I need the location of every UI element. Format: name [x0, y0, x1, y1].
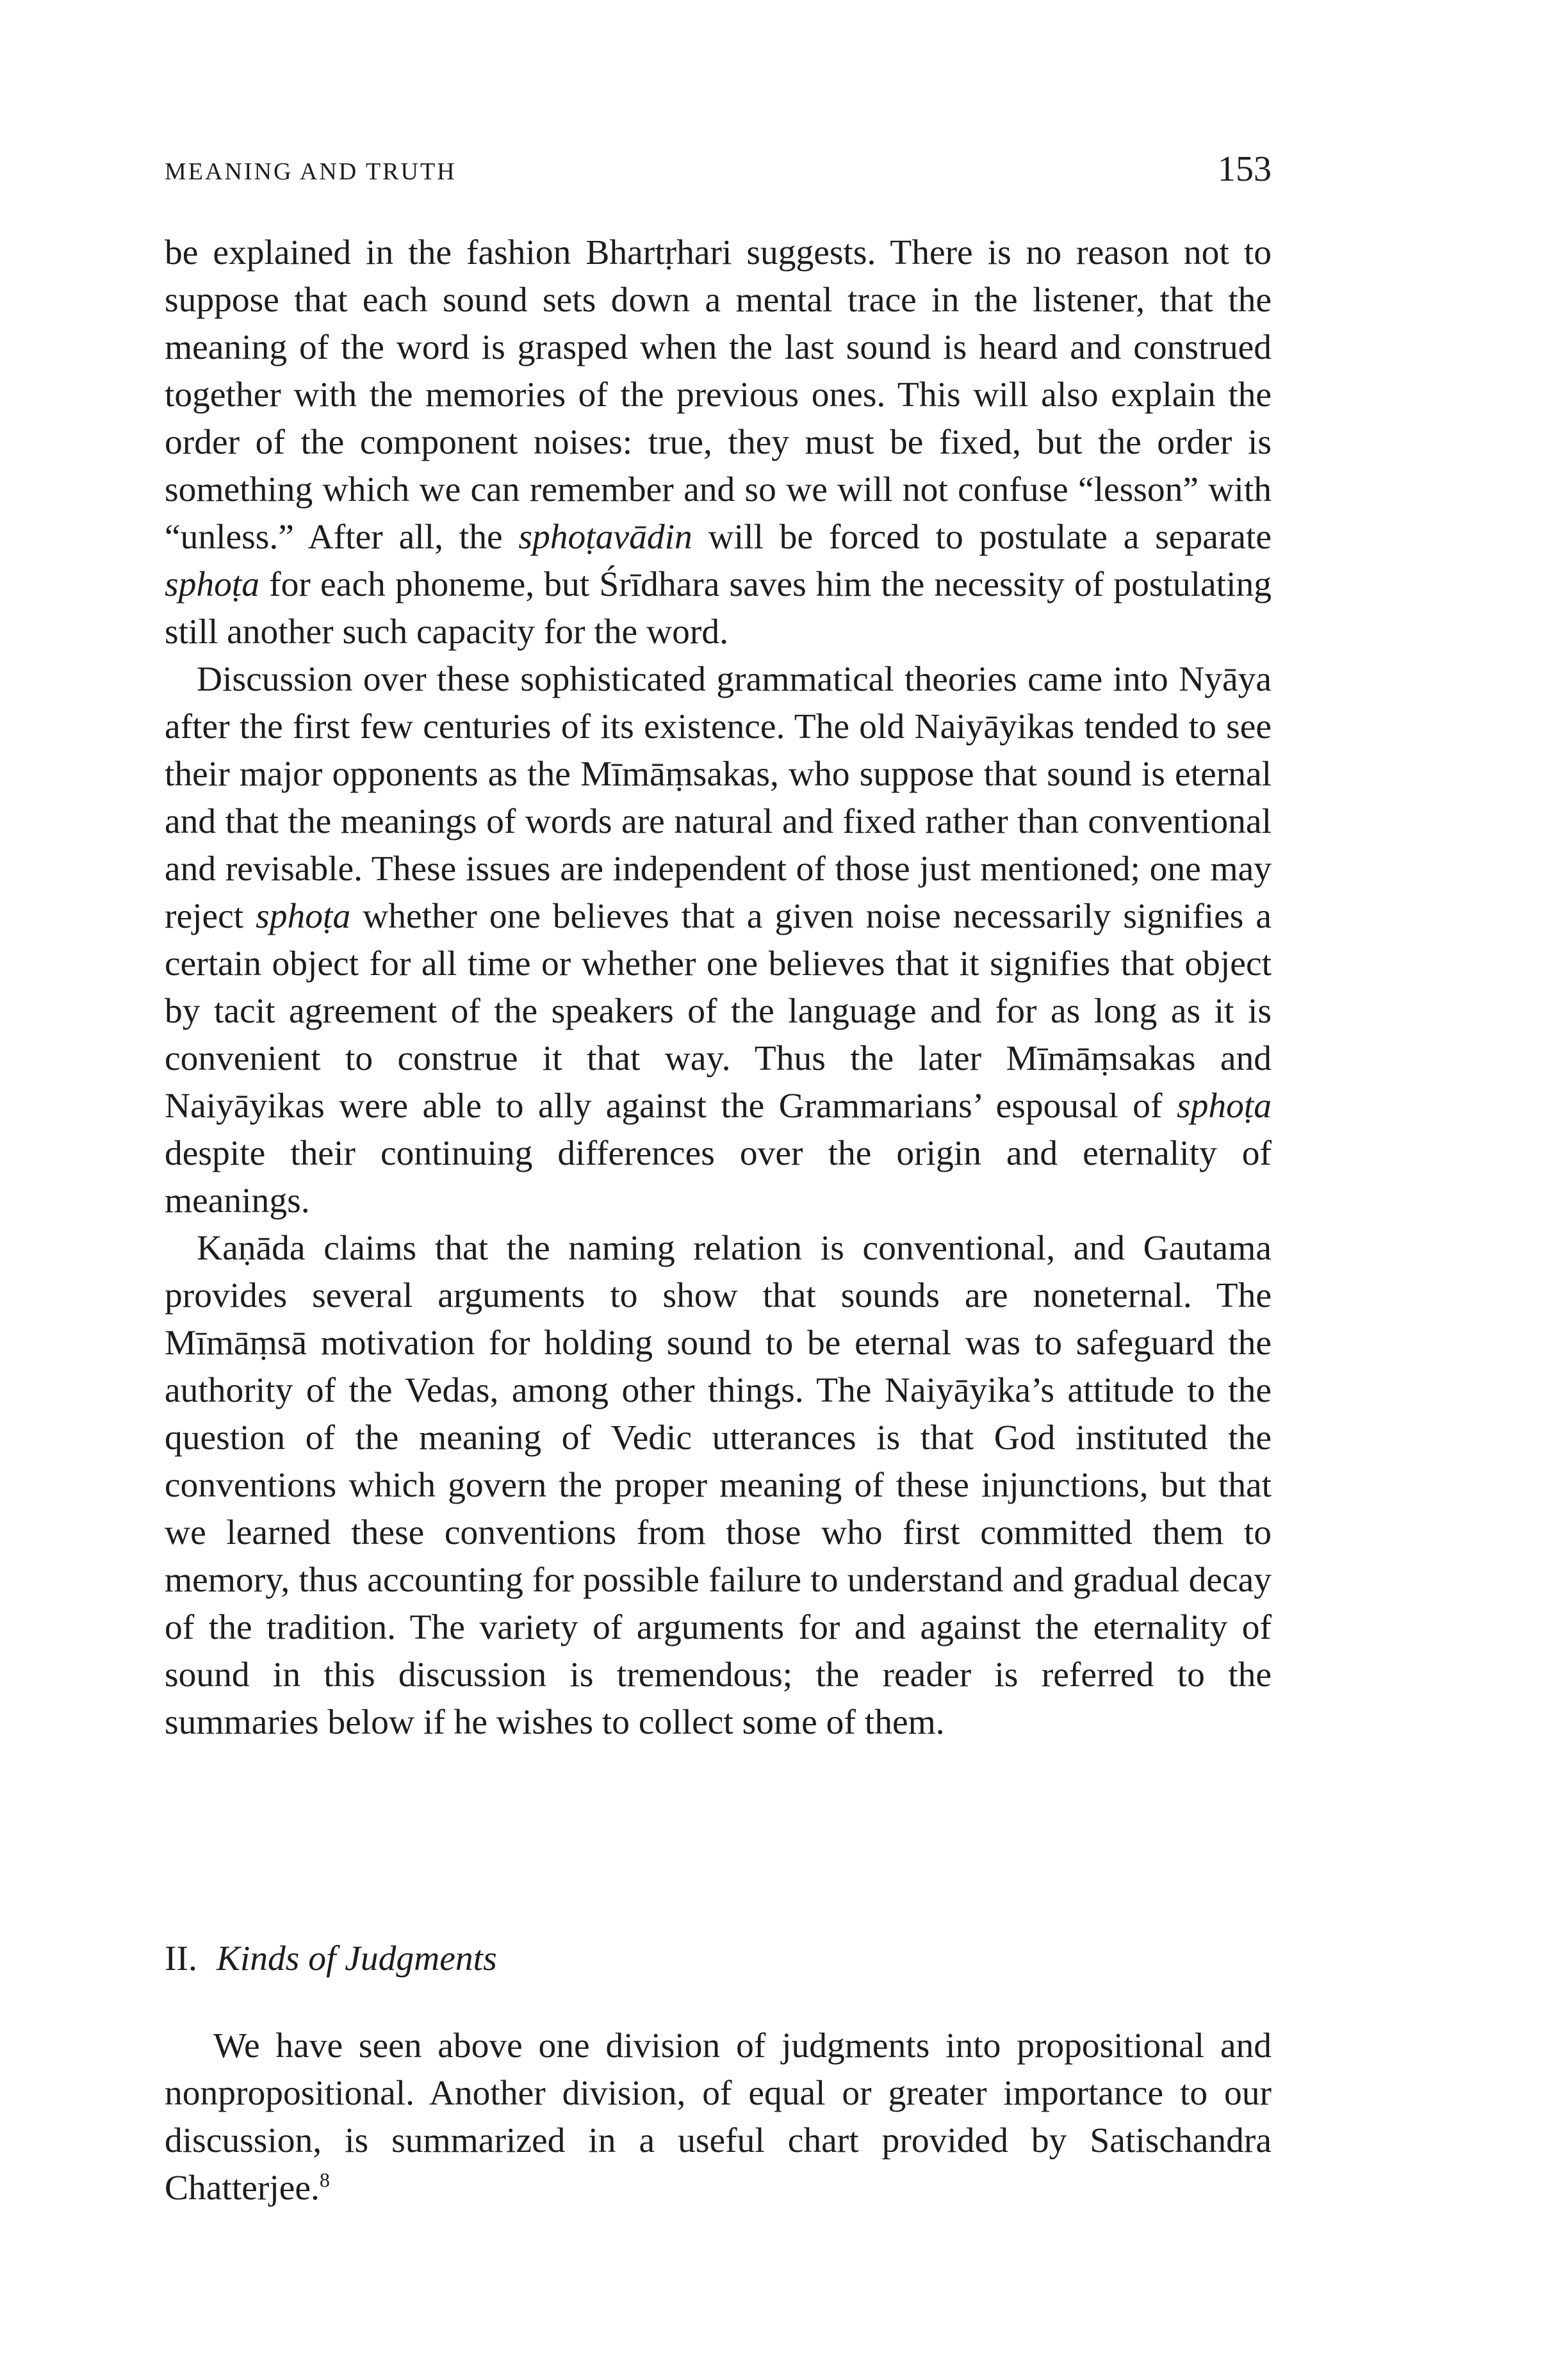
italic-term: sphoṭa	[165, 565, 260, 604]
running-title: MEANING AND TRUTH	[165, 158, 457, 185]
paragraph-2	[165, 656, 1272, 1225]
paragraph-3	[165, 1225, 1272, 1746]
page-number: 153	[1218, 149, 1272, 189]
text-span: We have seen above one division of judgments into propositional and nonpropositional. Another division, of equal or greater importance to our discussion, is summarized in a useful chart provided by Satischandra Chatterjee.	[165, 2026, 1272, 2208]
italic-term: sphoṭa	[256, 897, 351, 936]
italic-term: sphoṭavādin	[518, 518, 692, 557]
text-span: Kaṇāda claims that the naming relation is conventional, and Gautama provides several arguments to show that sounds are noneternal. The Mīmāṃsā motivation for holding sound to be eternal was to safeguard the authority of the Vedas, among other things. The Naiyāyika’s attitude to the question of the meaning of Vedic utterances is that God instituted the conventions which govern the proper meaning of these injunctions, but that we learned these conventions from those who first committed them to memory, thus accounting for possible failure to understand and gradual decay of the tradition. The variety of arguments for and against the eternality of sound in this discussion is tremendous; the reader is referred to the summaries below if he wishes to collect some of them.	[165, 1229, 1272, 1742]
text-span: be explained in the fashion Bhartṛhari suggests. There is no reason not to suppose that each sound sets down a mental trace in the listener, that the meaning of the word is grasped when the last sound is heard and construed together with the memories of the previous ones. This will also explain the order of the component noises: true, they must be fixed, but the order is something which we can remember and so we will not confuse “lesson” with “unless.” After all, the	[165, 233, 1272, 557]
paragraph-4	[165, 2023, 1272, 2212]
section-text	[165, 2023, 1272, 2212]
italic-term: sphoṭa	[1176, 1087, 1272, 1126]
paragraph-1	[165, 229, 1272, 656]
main-text	[165, 229, 1272, 1746]
running-head	[165, 149, 1272, 193]
footnote-reference[interactable]: 8	[319, 2168, 330, 2192]
text-span: Discussion over these sophisticated grammatical theories came into Nyāya after the first few centuries of its existence. The old Naiyāyikas tended to see their major opponents as the Mīmāṃsakas, who suppose that sound is eternal and that the meanings of words are natural and fixed rather than conventional and revisable. These issues are independent of those just mentioned; one may reject	[165, 660, 1272, 936]
section-title: Kinds of Judgments	[216, 1939, 497, 1978]
text-span: for each phoneme, but Śrīdhara saves him the necessity of postulating still another such capacity for the word.	[165, 565, 1272, 652]
text-span: despite their continuing differences over the origin and eternality of meanings.	[165, 1134, 1272, 1220]
section-heading	[165, 1935, 497, 1983]
text-span: will be forced to postulate a separate	[692, 518, 1272, 557]
section-numeral: II.	[165, 1939, 197, 1978]
text-span: whether one believes that a given noise necessarily signifies a certain object for all time or whether one believes that it signifies that object by tacit agreement of the speakers of the language and for as long as it is convenient to construe it that way. Thus the later Mīmāṃsakas and Naiyāyikas were able to ally against the Grammarians’ espousal of	[165, 897, 1272, 1126]
